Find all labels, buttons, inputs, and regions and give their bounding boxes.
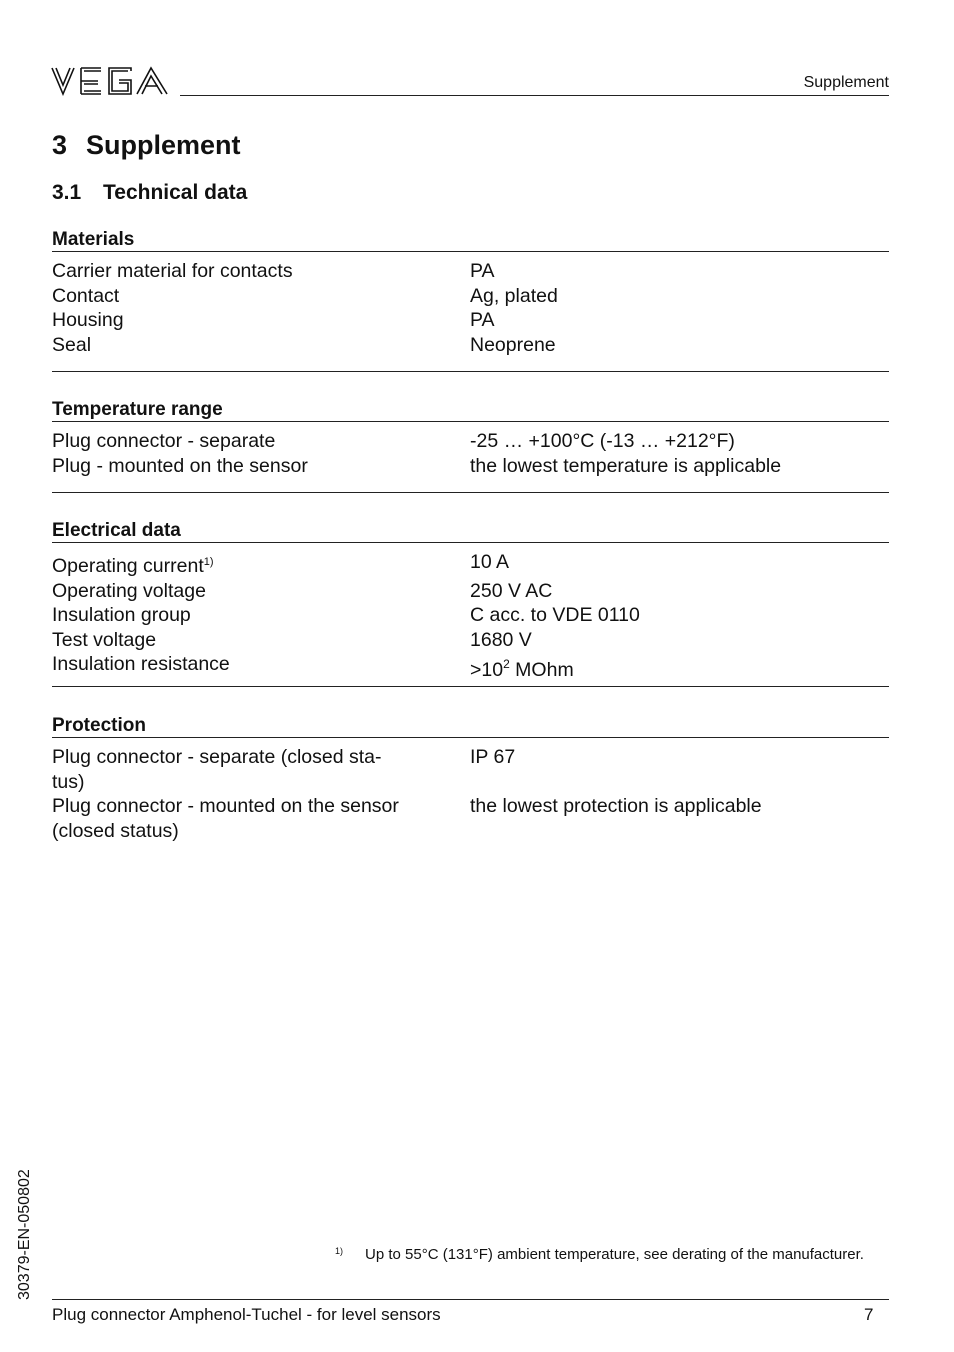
table-row — [52, 308, 889, 333]
footnote-reference: 1) — [203, 556, 214, 568]
table-row — [52, 628, 889, 653]
row-label — [52, 794, 470, 843]
row-label: Contact — [52, 284, 120, 307]
table-row — [52, 579, 889, 604]
row-label-line: Plug connector - separate (closed sta- — [52, 746, 382, 768]
protection-section — [52, 714, 889, 843]
section-title: Materials — [52, 229, 135, 250]
row-label: Plug connector - separate — [52, 430, 276, 452]
row-label: Housing — [52, 309, 124, 331]
section-title: Protection — [52, 715, 146, 736]
chapter-number: 3 — [52, 130, 68, 160]
row-label: Insulation resistance — [52, 653, 230, 675]
materials-section — [52, 228, 889, 357]
footer-title: Plug connector Amphenol-Tuchel - for level sensors — [52, 1305, 441, 1324]
table-row — [52, 454, 889, 479]
section-title: Electrical data — [52, 520, 181, 541]
temperature-section — [52, 398, 889, 478]
footnote-mark: 1) — [335, 1246, 344, 1256]
value-exponent: 2 — [503, 657, 510, 671]
row-value: 1680 V — [470, 628, 532, 651]
value-suffix: MOhm — [509, 659, 574, 681]
row-label — [52, 745, 470, 794]
page-number: 7 — [864, 1305, 874, 1324]
row-value: Ag, plated — [470, 284, 558, 307]
vega-logo — [51, 66, 169, 96]
row-value: the lowest temperature is applicable — [470, 454, 782, 477]
row-label: Seal — [52, 333, 92, 356]
row-label: Test voltage — [52, 628, 157, 651]
table-row — [52, 603, 889, 628]
footnote-text: Up to 55°C (131°F) ambient temperature, see derating of the manufacturer. — [365, 1246, 864, 1263]
table-row — [52, 284, 889, 309]
row-label: Operating voltage — [52, 579, 206, 602]
footer-rule — [52, 1299, 889, 1300]
document-code: 30379-EN-050802 — [16, 1169, 33, 1300]
section-end-rule — [52, 371, 889, 372]
row-value: C acc. to VDE 0110 — [470, 604, 640, 626]
header-section-label: Supplement — [803, 74, 889, 91]
row-value: Neoprene — [470, 333, 556, 356]
table-row — [52, 429, 889, 454]
subchapter-title: Technical data — [103, 181, 248, 204]
table-row — [52, 652, 889, 683]
row-label: Insulation group — [52, 604, 191, 626]
row-label-line: (closed status) — [52, 819, 179, 842]
chapter-heading — [52, 130, 241, 161]
row-value — [470, 652, 889, 683]
row-value: IP 67 — [470, 746, 516, 768]
table-row — [52, 794, 889, 843]
chapter-title: Supplement — [86, 130, 241, 160]
row-value: 10 A — [470, 551, 510, 573]
electrical-section — [52, 519, 889, 683]
section-end-rule — [52, 492, 889, 493]
row-label-text: Operating current — [52, 555, 204, 577]
row-label: Carrier material for contacts — [52, 260, 293, 282]
section-title: Temperature range — [52, 399, 223, 420]
table-row — [52, 259, 889, 284]
table-row — [52, 333, 889, 358]
row-value: -25 … +100°C (-13 … +212°F) — [470, 430, 735, 452]
footnote — [335, 1246, 864, 1263]
row-label — [52, 550, 470, 579]
table-row — [52, 550, 889, 579]
subchapter-number: 3.1 — [52, 181, 82, 204]
row-value: the lowest protection is applicable — [470, 795, 762, 817]
row-label: Plug - mounted on the sensor — [52, 454, 308, 477]
row-label-line: tus) — [52, 770, 85, 793]
value-prefix: >10 — [470, 659, 504, 681]
row-value: PA — [470, 309, 495, 331]
subchapter-heading — [52, 181, 247, 205]
header-rule — [180, 95, 889, 96]
row-value: 250 V AC — [470, 579, 553, 602]
table-row — [52, 745, 889, 794]
row-label-line: Plug connector - mounted on the sensor — [52, 795, 399, 817]
section-end-rule — [52, 686, 889, 687]
row-value: PA — [470, 260, 495, 282]
